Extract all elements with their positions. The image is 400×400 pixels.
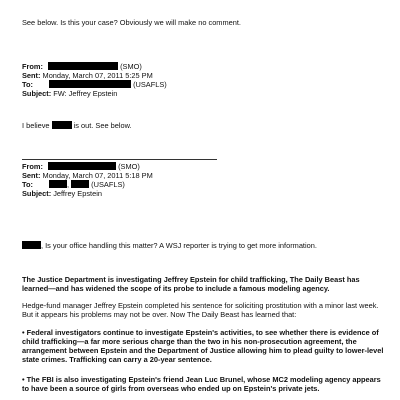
email2-to-label: To: [22, 180, 33, 189]
email1-subject-line [22, 89, 117, 98]
email1-sent-value: Monday, March 07, 2011 5:25 PM [40, 71, 153, 80]
redaction-box [71, 180, 89, 188]
email1-from-label: From: [22, 62, 43, 71]
header-divider [22, 159, 217, 160]
question-line [22, 241, 317, 250]
intro-line [22, 18, 241, 27]
email2-to-tail: (USAFLS) [89, 180, 125, 189]
redaction-box [48, 62, 118, 70]
email2-subject-label: Subject: [22, 189, 52, 198]
question-text: , Is your office handling this matter? A WSJ reporter is trying to get more information. [41, 241, 317, 250]
email2-subject-value: Jeffrey Epstein [51, 189, 102, 198]
email1-subject-label: Subject: [22, 89, 52, 98]
email2-from-label: From: [22, 162, 43, 171]
redaction-box [49, 180, 67, 188]
email2-from-line [22, 162, 140, 171]
article-lead: The Justice Department is investigating Jeffrey Epstein for child trafficking, The Daily Beast has learned—and has widened the scope of its probe to include a famous modeling agency. [22, 275, 360, 293]
believe-line [22, 121, 132, 130]
email2-sent-value: Monday, March 07, 2011 5:18 PM [40, 171, 153, 180]
email2-from-tail: (SMO) [116, 162, 140, 171]
article-bullet1: • Federal investigators continue to investigate Epstein's activities, to see whether there is evidence of child trafficking—a far more serious charge than the two in his non-prosecution agreement, the arrangement between Epstein and the Department of Justice allowing him to plead guilty to lower-level state crimes. Trafficking can carry a 20-year sentence. [22, 328, 384, 364]
believe-post: is out. See below. [71, 121, 132, 130]
redaction-box [49, 80, 131, 88]
email2-subject-line [22, 189, 102, 198]
email1-to-label: To: [22, 80, 33, 89]
redaction-box [48, 162, 116, 170]
email1-to-line [22, 80, 167, 89]
email1-subject-value: FW: Jeffrey Epstein [51, 89, 118, 98]
email2-sent-line [22, 171, 153, 180]
email1-sent-line [22, 71, 153, 80]
email2-to-line: To: , (USAFLS) [22, 180, 125, 189]
believe-pre: I believe [22, 121, 52, 130]
redaction-box [22, 241, 41, 249]
email2-sent-label: Sent: [22, 171, 41, 180]
article-bullet2: • The FBI is also investigating Epstein's friend Jean Luc Brunel, whose MC2 modeling agency appears to have been a source of girls from overseas who ended up on Epstein's private jets. [22, 375, 381, 393]
redaction-box [52, 121, 72, 129]
email1-from-tail: (SMO) [118, 62, 142, 71]
email1-sent-label: Sent: [22, 71, 41, 80]
intro-text: See below. Is this your case? Obviously we will make no comment. [22, 18, 241, 27]
article-para1: Hedge-fund manager Jeffrey Epstein completed his sentence for soliciting prostitution with a minor last week. But it appears his problems may not be over. Now The Daily Beast has learned that: [22, 301, 379, 319]
email1-to-tail: (USAFLS) [131, 80, 167, 89]
email1-from-line [22, 62, 142, 71]
